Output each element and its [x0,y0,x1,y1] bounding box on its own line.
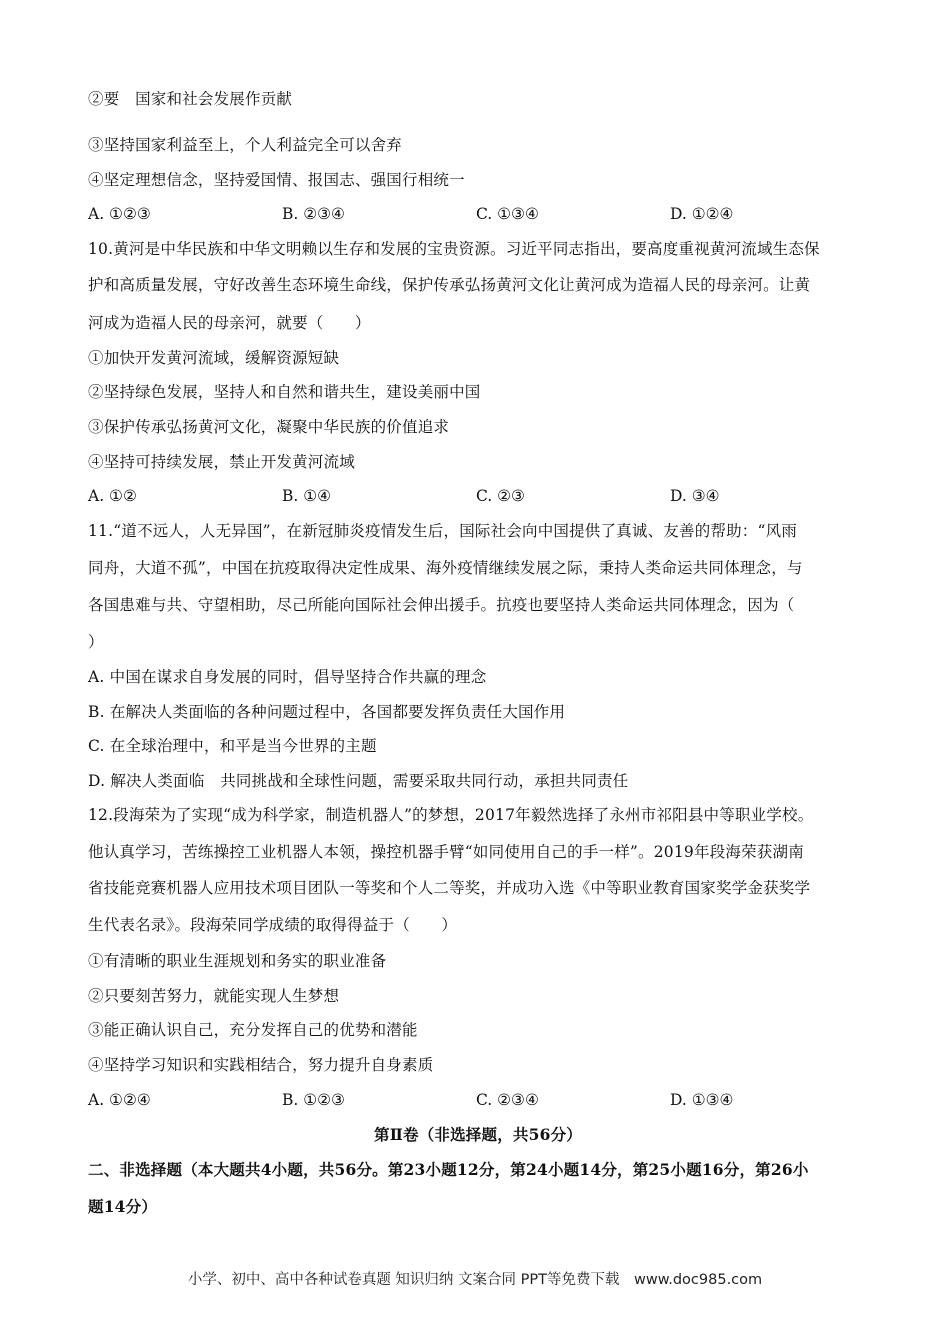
q9-option-a: A. ①②③ [88,205,151,223]
q11-stem-line-3: 各国患难与共、守望相助，尽己所能向国际社会伸出援手。抗疫也要坚持人类命运共同体理念，因为（ [88,596,795,614]
q9-statement-4: ④坚定理想信念，坚持爱国情、报国志、强国行相统一 [88,171,465,189]
q12-stem-line-1: 12.段海荣为了实现“成为科学家，制造机器人”的梦想，2017年毅然选择了永州市祁阳县中等职业学校。 [88,806,814,824]
section-heading-line-1: 二、非选择题（本大题共4小题，共56分。第23小题12分，第24小题14分，第25小题16分，第26小 [88,1160,809,1179]
q10-option-a: A. ①② [88,487,137,505]
q10-stem-line-3: 河成为造福人民的母亲河，就要（ ） [88,314,371,332]
q9-statement-3: ③坚持国家利益至上，个人利益完全可以舍弃 [88,136,403,154]
q12-statement-4: ④坚持学习知识和实践相结合，努力提升自身素质 [88,1056,434,1074]
q12-stem-line-4: 生代表名录》。段海荣同学成绩的取得得益于（ ） [88,916,458,934]
section-heading-line-2: 题14分） [88,1197,158,1216]
q12-option-d: D. ①③④ [670,1091,734,1109]
footer-text: 小学、初中、高中各种试卷真题 知识归纳 文案合同 PPT等免费下载 www.doc985.com [187,1272,763,1288]
q10-stem-line-2: 护和高质量发展，守好改善生态环境生命线，保护传承弘扬黄河文化让黄河成为造福人民的母亲河。让黄 [88,276,811,294]
q12-option-b: B. ①②③ [282,1091,345,1109]
q10-options [88,485,868,507]
q12-option-a: A. ①②④ [88,1091,151,1109]
section-title: 第Ⅱ卷（非选择题，共56分） [374,1125,582,1144]
q12-stem-line-3: 省技能竞赛机器人应用技术项目团队一等奖和个人二等奖，并成功入选《中等职业教育国家奖学金获奖学 [88,879,811,897]
q11-option-b: B. 在解决人类面临的各种问题过程中，各国都要发挥负责任大国作用 [88,703,566,721]
q10-statement-4: ④坚持可持续发展，禁止开发黄河流域 [88,453,355,471]
q12-options [88,1089,868,1111]
q10-option-d: D. ③④ [670,487,720,505]
q9-option-b: B. ②③④ [282,205,345,223]
q9-option-d: D. ①②④ [670,205,734,223]
q11-option-d: D. 解决人类面临 共同挑战和全球性问题，需要采取共同行动，承担共同责任 [88,772,629,790]
q9-options [88,203,868,225]
q10-option-c: C. ②③ [476,487,525,505]
q11-stem-line-2: 同舟，大道不孤”，中国在抗疫取得决定性成果、海外疫情继续发展之际，秉持人类命运共同体理念，与 [88,559,803,577]
q12-statement-3: ③能正确认识自己，充分发挥自己的优势和潜能 [88,1021,418,1039]
q10-statement-3: ③保护传承弘扬黄河文化，凝聚中华民族的价值追求 [88,418,450,436]
q11-option-c: C. 在全球治理中，和平是当今世界的主题 [88,737,377,755]
q12-statement-1: ①有清晰的职业生涯规划和务实的职业准备 [88,952,387,970]
q12-stem-line-2: 他认真学习，苦练操控工业机器人本领，操控机器手臂“如同使用自己的手一样”。2019年段海荣获湖南 [88,843,804,861]
q11-stem-line-1: 11.“道不远人，人无异国”，在新冠肺炎疫情发生后，国际社会向中国提供了真诚、友善的帮助：“风雨 [88,522,798,540]
q10-option-b: B. ①④ [282,487,332,505]
q9-option-c: C. ①③④ [476,205,539,223]
q9-statement-2: ②要 国家和社会发展作贡献 [88,90,293,108]
q12-option-c: C. ②③④ [476,1091,539,1109]
q11-option-a: A. 中国在谋求自身发展的同时，倡导坚持合作共赢的理念 [88,668,487,686]
q10-statement-2: ②坚持绿色发展，坚持人和自然和谐共生，建设美丽中国 [88,383,481,401]
q12-statement-2: ②只要刻苦努力，就能实现人生梦想 [88,987,340,1005]
q10-stem-line-1: 10.黄河是中华民族和中华文明赖以生存和发展的宝贵资源。习近平同志指出，要高度重视黄河流域生态保 [88,240,820,258]
q10-statement-1: ①加快开发黄河流域，缓解资源短缺 [88,349,340,367]
q11-stem-line-4: ） [88,633,104,651]
